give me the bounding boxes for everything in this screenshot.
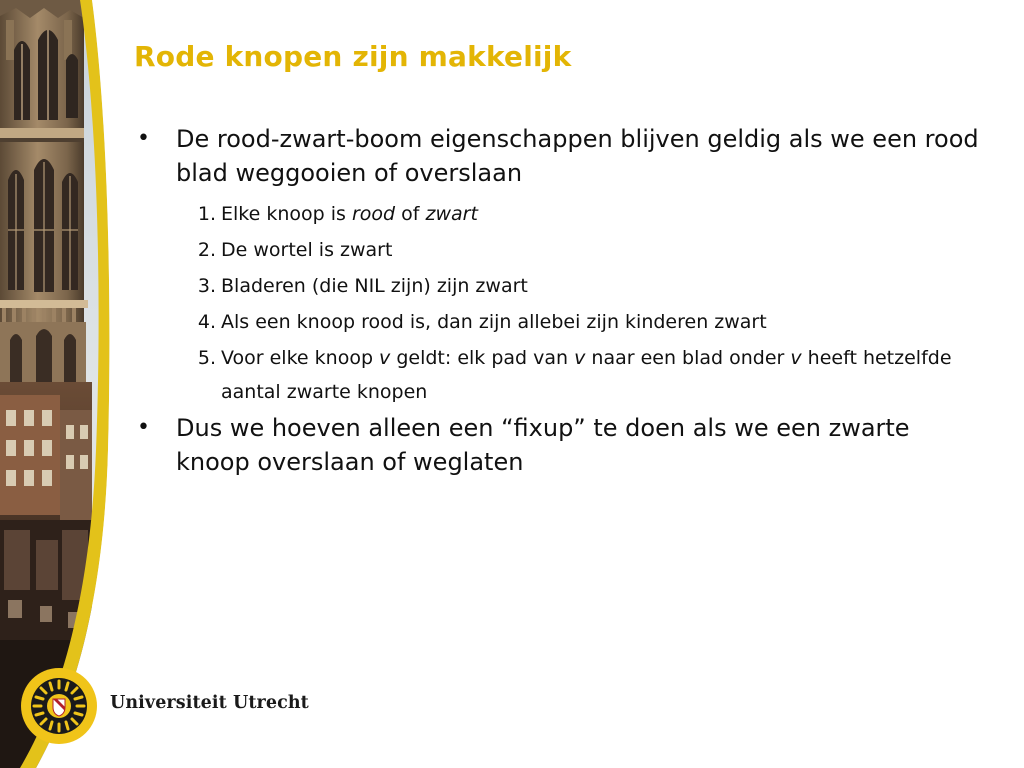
list-number: 3.: [197, 275, 216, 297]
numbered-list: [134, 197, 984, 409]
university-logo: [18, 666, 318, 746]
university-name: Universiteit Utrecht: [110, 693, 309, 713]
slide-content: [134, 122, 984, 479]
bullet-item: [134, 122, 984, 190]
cathedral-photo: [0, 0, 110, 768]
list-number: 1.: [197, 203, 216, 225]
bullet-text: De rood-zwart-boom eigenschappen blijven geldig als we een rood blad weggooien of overslaan: [176, 125, 979, 187]
list-item: [134, 197, 984, 231]
list-number: 5.: [197, 347, 216, 369]
list-number: 4.: [197, 311, 216, 333]
bullet-text: Dus we hoeven alleen een “fixup” te doen als we een zwarte knoop overslaan of weglaten: [176, 414, 910, 476]
list-text: De wortel is zwart: [221, 239, 393, 261]
list-text: Bladeren (die NIL zijn) zijn zwart: [221, 275, 528, 297]
bullet-mark: •: [137, 126, 150, 151]
bullet-mark: •: [137, 415, 150, 440]
list-text: Voor elke knoop v geldt: elk pad van v naar een blad onder v heeft hetzelfde aantal zwarte knopen: [221, 347, 952, 403]
list-item: [134, 233, 984, 267]
slide-title: Rode knopen zijn makkelijk: [134, 40, 572, 73]
list-item: [134, 341, 984, 409]
list-text: Elke knoop is rood of zwart: [221, 203, 478, 225]
sun-seal-icon: [18, 666, 100, 746]
bullet-item: [134, 411, 984, 479]
list-item: [134, 269, 984, 303]
list-item: [134, 305, 984, 339]
list-text: Als een knoop rood is, dan zijn allebei zijn kinderen zwart: [221, 311, 767, 333]
list-number: 2.: [197, 239, 216, 261]
